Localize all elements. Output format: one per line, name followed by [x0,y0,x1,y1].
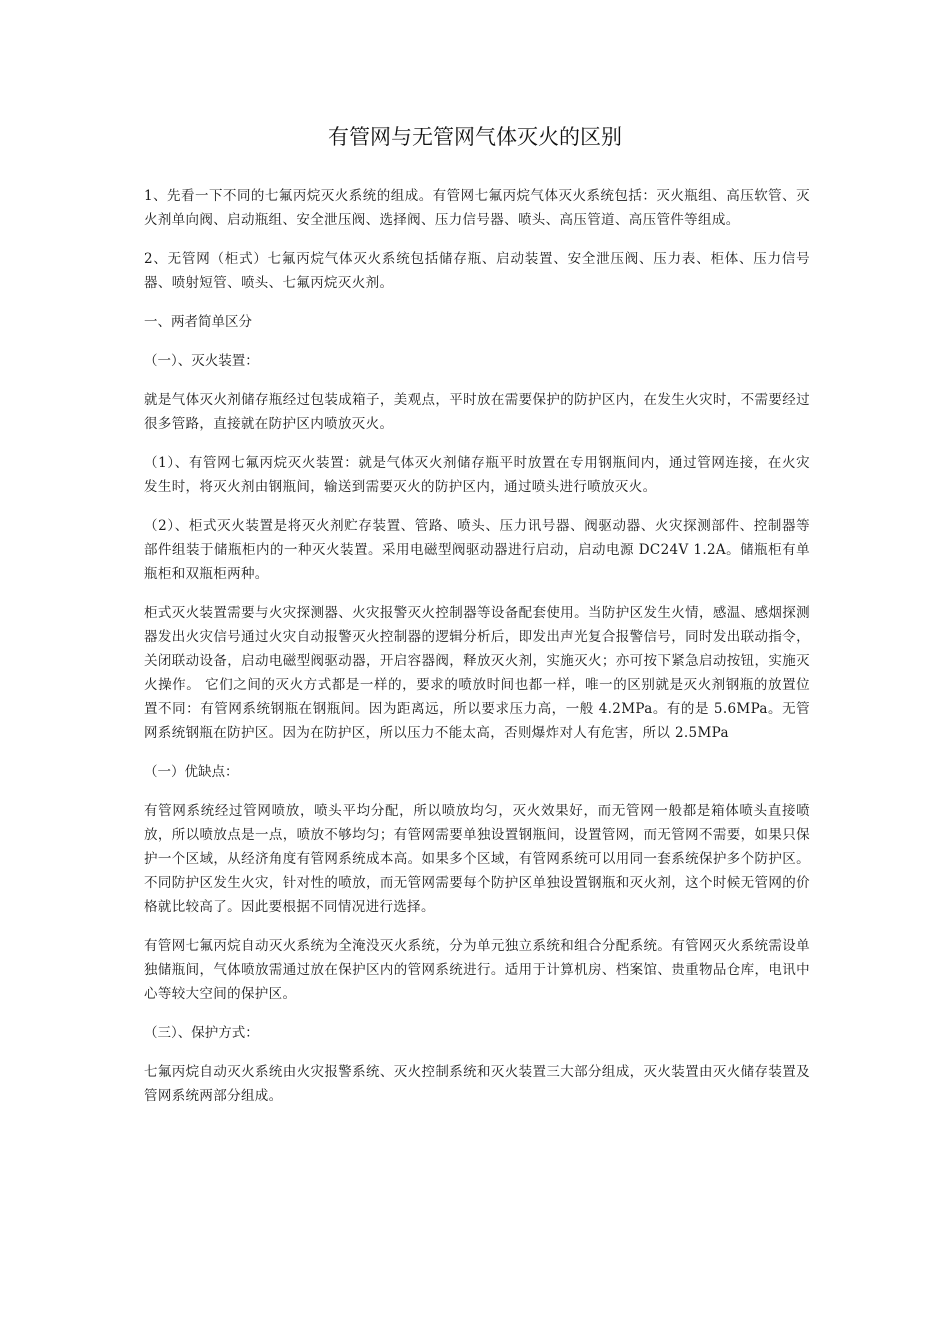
document-body [144,184,810,1123]
subheading-pros-cons: （一）优缺点： [144,764,239,780]
subheading-protection-mode: （三）、保护方式： [144,1025,259,1041]
paragraph-cabinet-device: （2）、柜式灭火装置是将灭火剂贮存装置、管路、喷头、压力讯号器、阀驱动器、火灾探测部件、控制器等部件组装于储瓶柜内的一种灭火装置。采用电磁型阀驱动器进行启动，启动电源 DC24V 1.2A。储瓶柜有单瓶柜和双瓶柜两种。 [144,518,810,582]
subheading-extinguishing-device: （一）、灭火装置： [144,353,259,369]
paragraph-piped-system: 有管网七氟丙烷自动灭火系统为全淹没灭火系统，分为单元独立系统和组合分配系统。有管网灭火系统需设单独储瓶间，气体喷放需通过放在保护区内的管网系统进行。适用于计算机房、档案馆、贵重物品仓库，电讯中心等较大空间的保护区。 [144,938,810,1002]
section-heading-simple-distinction: 一、两者简单区分 [144,314,252,330]
paragraph-pros-cons: 有管网系统经过管网喷放，喷头平均分配，所以喷放均匀，灭火效果好，而无管网一般都是箱体喷头直接喷放，所以喷放点是一点，喷放不够均匀；有管网需要单独设置钢瓶间，设置管网，而无管网不需要，如果只保护一个区域，从经济角度有管网系统成本高。如果多个区域，有管网系统可以用同一套系统保护多个防护区。不同防护区发生火灾，针对性的喷放，而无管网需要每个防护区单独设置钢瓶和灭火剂，这个时候无管网的价格就比较高了。因此要根据不同情况进行选择。 [144,803,810,915]
document-title: 有管网与无管网气体灭火的区别 [328,125,622,149]
paragraph-composition-piped: 1、先看一下不同的七氟丙烷灭火系统的组成。有管网七氟丙烷气体灭火系统包括：灭火瓶组、高压软管、灭火剂单向阀、启动瓶组、安全泄压阀、选择阀、压力信号器、喷头、高压管道、高压管件等组成。 [144,188,810,228]
paragraph-piped-device: （1）、有管网七氟丙烷灭火装置：就是气体灭火剂储存瓶平时放置在专用钢瓶间内，通过管网连接，在火灾发生时，将灭火剂由钢瓶间，输送到需要灭火的防护区内，通过喷头进行喷放灭火。 [144,455,810,495]
paragraph-protection-mode: 七氟丙烷自动灭火系统由火灾报警系统、灭火控制系统和灭火装置三大部分组成，灭火装置由灭火储存装置及管网系统两部分组成。 [144,1064,810,1104]
paragraph-device-description: 就是气体灭火剂储存瓶经过包装成箱子，美观点，平时放在需要保护的防护区内，在发生火灾时，不需要经过很多管路，直接就在防护区内喷放灭火。 [144,392,810,432]
paragraph-composition-cabinet: 2、无管网（柜式）七氟丙烷气体灭火系统包括储存瓶、启动装置、安全泄压阀、压力表、柜体、压力信号器、喷射短管、喷头、七氟丙烷灭火剂。 [144,251,810,291]
paragraph-cabinet-usage: 柜式灭火装置需要与火灾探测器、火灾报警灭火控制器等设备配套使用。当防护区发生火情，感温、感烟探测器发出火灾信号通过火灾自动报警灭火控制器的逻辑分析后，即发出声光复合报警信号，同时发出联动指令，关闭联动设备，启动电磁型阀驱动器，开启容器阀，释放灭火剂，实施灭火；亦可按下紧急启动按钮，实施灭火操作。 它们之间的灭火方式都是一样的，要求的喷放时间也都一样，唯一的区别就是灭火剂钢瓶的放置位置不同：有管网系统钢瓶在钢瓶间。因为距离远，所以要求压力高，一般 4.2MPa。有的是 5.6MPa。无管网系统钢瓶在防护区。因为在防护区，所以压力不能太高，否则爆炸对人有危害，所以 2.5MPa [144,605,810,741]
